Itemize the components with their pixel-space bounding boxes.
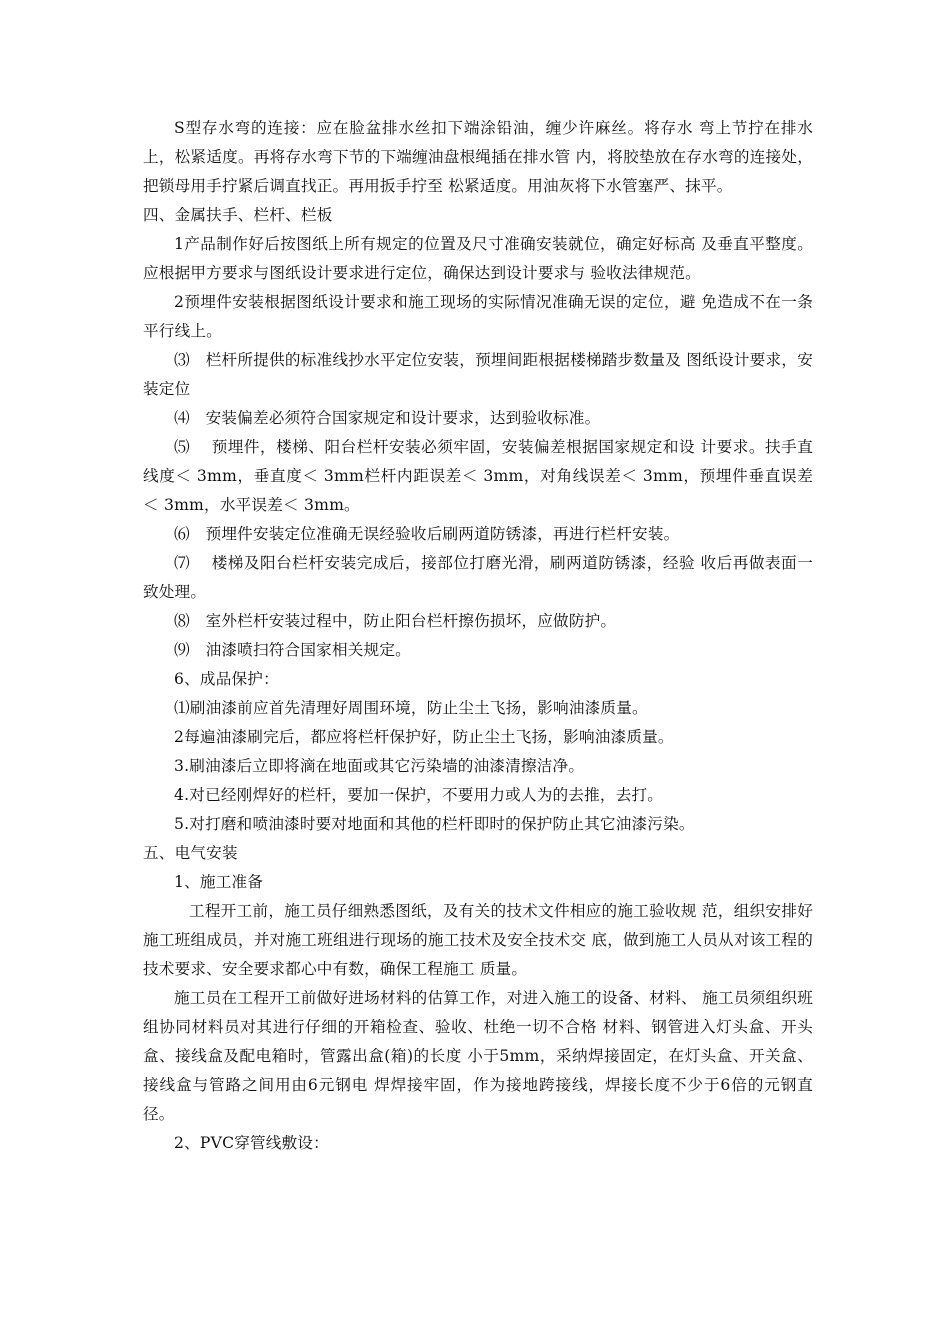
paragraph-item-6: ⑹ 预埋件安装定位准确无误经验收后刷两道防锈漆，再进行栏杆安装。 [174, 525, 680, 543]
paragraph-item-1: 1产品制作好后按图纸上所有规定的位置及尺寸准确安装就位，确定好标高 及垂直平整度。应根据甲方要求与图纸设计要求进行定位，确保达到设计要求与 验收法律规范。 [143, 235, 813, 282]
protection-item-5: 5.对打磨和喷油漆时要对地面和其他的栏杆即时的保护防止其它油漆污染。 [174, 815, 695, 833]
paragraph-item-2: 2预埋件安装根据图纸设计要求和施工现场的实际情况准确无误的定位，避 免造成不在一条平行线上。 [143, 293, 813, 340]
paragraph-item-9: ⑼ 油漆喷扫符合国家相关规定。 [174, 641, 411, 659]
paragraph-item-8: ⑻ 室外栏杆安装过程中，防止阳台栏杆擦伤损坏，应做防护。 [174, 612, 617, 630]
paragraph-s-trap-connection: S型存水弯的连接：应在脸盆排水丝扣下端涂铅油，缠少许麻丝。将存水 弯上节拧在排水上，松紧适度。再将存水弯下节的下端缠油盘根绳插在排水管 内，将胶垫放在存水弯的连接处，把锁母用手拧紧后调直找正。再用扳手拧至 松紧适度。用油灰将下水管塞严、抹平。 [143, 119, 813, 195]
protection-item-1: ⑴刷油漆前应首先清理好周围环境，防止尘土飞扬，影响油漆质量。 [174, 699, 648, 717]
paragraph-item-3: ⑶ 栏杆所提供的标准线抄水平定位安装，预埋间距根据楼梯踏步数量及 图纸设计要求，安装定位 [143, 351, 813, 398]
section-heading-metal-railings: 四、金属扶手、栏杆、栏板 [143, 206, 333, 224]
paragraph-item-5: ⑸ 预埋件，楼梯、阳台栏杆安装必须牢固，安装偏差根据国家规定和设 计要求。扶手直线度＜ 3mm，垂直度＜ 3mm栏杆内距误差＜ 3mm，对角线误差＜ 3mm，预埋件垂直误差＜ 3mm，水平误差＜ 3mm。 [143, 438, 813, 514]
paragraph-item-7: ⑺ 楼梯及阳台栏杆安装完成后，接部位打磨光滑，刷两道防锈漆，经验 收后再做表面一致处理。 [143, 554, 813, 601]
document-body [143, 114, 813, 1158]
paragraph-preparation-1: 工程开工前，施工员仔细熟悉图纸，及有关的技术文件相应的施工验收规 范，组织安排好施工班组成员，并对施工班组进行现场的施工技术及安全技术交 底，做到施工人员从对该工程的技术要求、安全要求都心中有数，确保工程施工 质量。 [143, 902, 813, 978]
paragraph-preparation-2: 施工员在工程开工前做好进场材料的估算工作，对进入施工的设备、材料、 施工员须组织班组协同材料员对其进行仔细的开箱检查、验收、杜绝一切不合格 材料、钢管进入灯头盒、开头盒、接线盒及配电箱时，管露出盒(箱)的长度 小于5mm，采纳焊接固定，在灯头盒、开关盒、接线盒与管路之间用由6元钢电 焊焊接牢固，作为接地跨接线，焊接长度不少于6倍的元钢直径。 [143, 989, 813, 1123]
protection-item-2: 2每遍油漆刷完后，都应将栏杆保护好，防止尘土飞扬，影响油漆质量。 [174, 728, 674, 746]
subheading-construction-preparation: 1、施工准备 [174, 873, 264, 891]
section-heading-electrical-installation: 五、电气安装 [143, 844, 238, 862]
subheading-product-protection: 6、成品保护： [174, 670, 279, 688]
protection-item-4: 4.对已经刚焊好的栏杆，要加一保护，不要用力或人为的去推，去打。 [174, 786, 664, 804]
protection-item-3: 3.刷油漆后立即将滴在地面或其它污染墙的油漆清擦洁净。 [174, 757, 585, 775]
paragraph-item-4: ⑷ 安装偏差必须符合国家规定和设计要求，达到验收标准。 [174, 409, 601, 427]
subheading-pvc-conduit: 2、PVC穿管线敷设： [174, 1134, 329, 1152]
